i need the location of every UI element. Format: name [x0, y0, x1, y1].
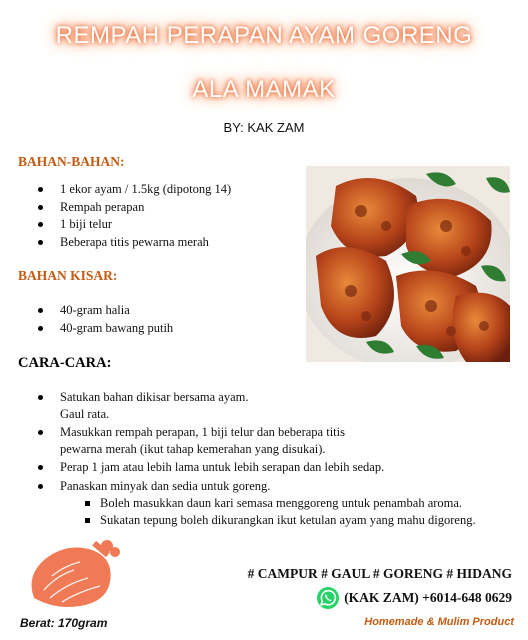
- homemade-label: Homemade & Mulim Product: [364, 616, 514, 628]
- tagline: # CAMPUR # GAUL # GORENG # HIDANG: [247, 566, 512, 581]
- method-step-line: Gaul rata.: [60, 406, 110, 421]
- blend-list: [0, 302, 173, 337]
- ingredient-item: Beberapa titis pewarna merah: [0, 234, 231, 252]
- method-step: [0, 389, 384, 422]
- contact-line: [316, 586, 512, 610]
- method-step: Perap 1 jam atau lebih lama untuk lebih serapan dan lebih sedap.: [0, 459, 384, 476]
- method-step-line: Satukan bahan dikisar bersama ayam.: [60, 390, 249, 404]
- blend-item: 40-gram halia: [0, 302, 173, 320]
- ingredient-item: Rempah perapan: [0, 199, 231, 217]
- tip-item: Sukatan tepung boleh dikurangkan ikut ketulan ayam yang mahu digoreng.: [0, 512, 476, 529]
- ingredient-item: 1 biji telur: [0, 216, 231, 234]
- method-heading: CARA-CARA:: [18, 355, 112, 371]
- title-line-1: REMPAH PERAPAN AYAM GORENG: [55, 22, 473, 49]
- chicken-drumstick-icon: [22, 536, 122, 614]
- fried-chicken-photo: [306, 166, 510, 362]
- weight-label: Berat: 170gram: [20, 616, 108, 630]
- blend-heading: BAHAN KISAR:: [18, 268, 118, 283]
- author: BY: KAK ZAM: [223, 120, 305, 135]
- whatsapp-icon: [316, 586, 340, 610]
- method-step-line: Masukkan rempah perapan, 1 biji telur dan beberapa titis: [60, 425, 345, 439]
- ingredient-item: 1 ekor ayam / 1.5kg (dipotong 14): [0, 181, 231, 199]
- method-tips: [0, 495, 476, 529]
- ingredients-list: [0, 181, 231, 251]
- contact-text: (KAK ZAM) +6014-648 0629: [344, 590, 512, 605]
- blend-item: 40-gram bawang putih: [0, 320, 173, 338]
- method-step: Panaskan minyak dan sedia untuk goreng.: [0, 478, 384, 495]
- method-step-line: pewarna merah (ikut tahap kemerahan yang disukai).: [60, 441, 326, 456]
- method-steps: [0, 389, 384, 496]
- tip-item: Boleh masukkan daun kari semasa menggoreng untuk penambah aroma.: [0, 495, 476, 512]
- fried-chicken-illustration: [306, 166, 510, 362]
- ingredients-heading: BAHAN-BAHAN:: [18, 154, 125, 169]
- title-line-2: ALA MAMAK: [192, 76, 336, 103]
- method-step: [0, 424, 384, 457]
